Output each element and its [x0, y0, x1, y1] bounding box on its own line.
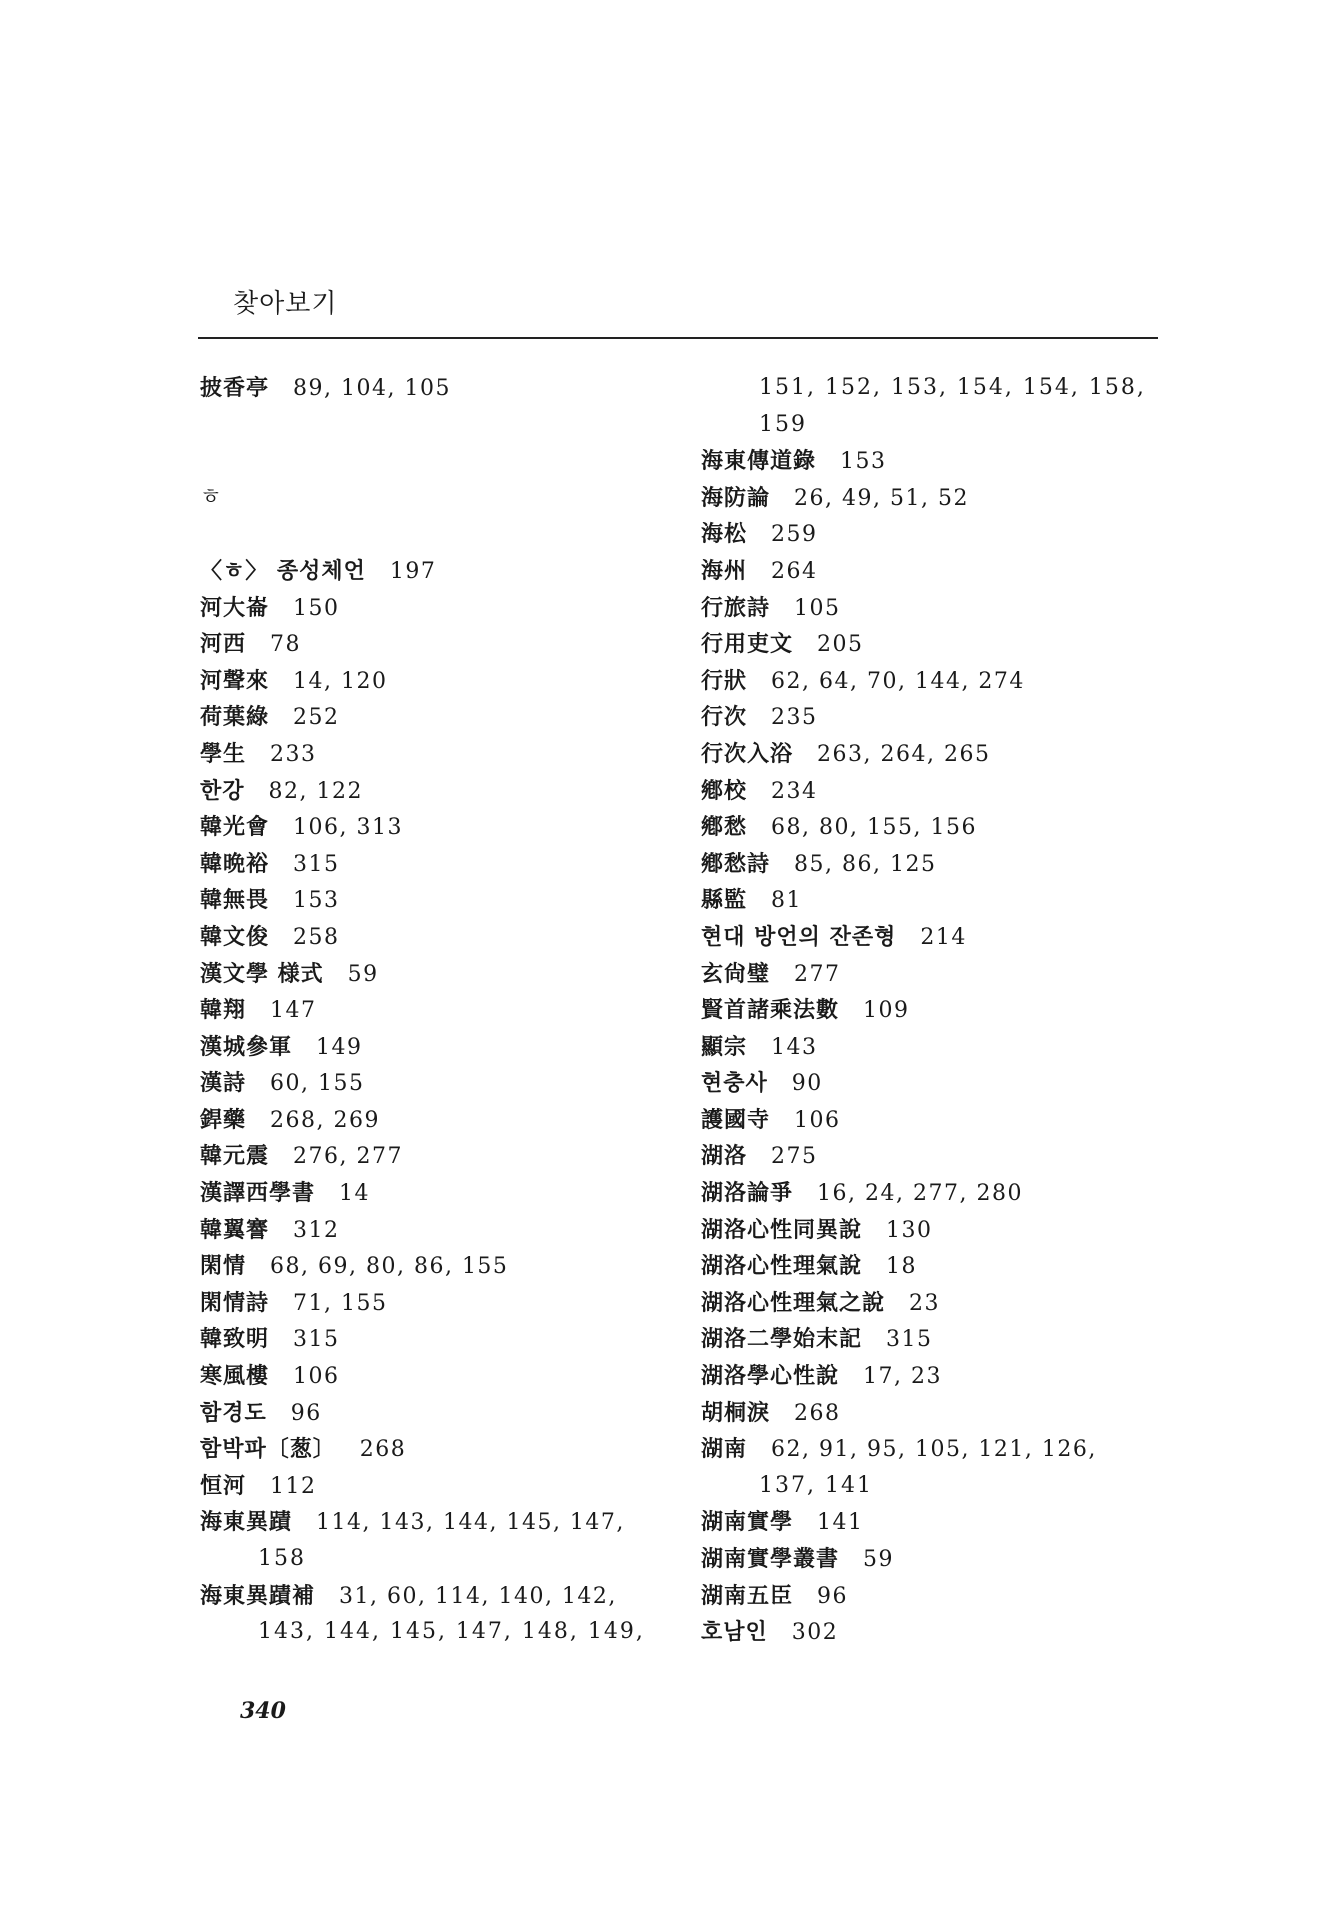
entry-pages: 106, 313 — [293, 815, 403, 841]
entry-term: 호남인 — [701, 1619, 768, 1646]
entry-term: 海東傳道錄 — [701, 448, 817, 475]
entry-pages: 205 — [817, 632, 864, 658]
entry-term: 湖南五臣 — [701, 1582, 794, 1609]
entry-pages: 17, 23 — [863, 1364, 942, 1390]
entry-pages: 149 — [316, 1034, 363, 1060]
entry-term: 한강 — [200, 777, 245, 804]
index-column-left — [200, 370, 660, 1651]
entry-term: 湖洛二學始末記 — [701, 1326, 863, 1353]
entry-term: 行次 — [701, 704, 748, 731]
entry-term: 湖南實學叢書 — [701, 1546, 840, 1572]
entry-pages: 315 — [293, 1327, 340, 1353]
entry-pages: 275 — [771, 1144, 818, 1170]
index-entry — [701, 773, 1161, 810]
entry-pages: 114, 143, 144, 145, 147, — [316, 1510, 625, 1536]
entry-pages: 68, 69, 80, 86, 155 — [270, 1254, 509, 1280]
section-heading: ㅎ — [200, 484, 222, 510]
entry-term: 韓翔 — [200, 997, 247, 1024]
index-entry — [701, 1321, 1161, 1358]
entry-term: 閑情詩 — [200, 1289, 270, 1316]
index-entry — [200, 1175, 660, 1212]
entry-term: 行次入浴 — [701, 740, 794, 767]
spacer — [200, 443, 660, 480]
index-entry — [200, 1212, 660, 1249]
entry-term: 韓致明 — [200, 1326, 270, 1353]
index-entry — [200, 1248, 660, 1285]
entry-pages: 235 — [771, 705, 818, 731]
index-entry — [200, 626, 660, 663]
entry-term: 漢譯西學書 — [200, 1180, 316, 1207]
entry-pages: 252 — [293, 705, 340, 731]
entry-term: 海東異蹟補 — [200, 1582, 316, 1609]
entry-pages: 214 — [920, 924, 967, 950]
entry-pages: 23 — [909, 1290, 941, 1316]
entry-term: 韓元震 — [200, 1143, 270, 1170]
entry-term: 行狀 — [701, 667, 748, 694]
spacer — [200, 407, 660, 444]
index-entry — [200, 699, 660, 736]
index-entry — [200, 992, 660, 1029]
index-entry — [200, 846, 660, 883]
entry-pages: 59 — [863, 1547, 895, 1572]
index-entry — [701, 736, 1161, 773]
entry-pages: 268, 269 — [270, 1107, 380, 1133]
page-number: 340 — [240, 1698, 286, 1724]
entry-term: 胡桐淚 — [701, 1399, 771, 1426]
entry-term: 湖洛論爭 — [701, 1180, 794, 1207]
entry-pages: 105 — [794, 595, 841, 621]
index-entry — [701, 590, 1161, 627]
entry-pages: 150 — [293, 595, 340, 621]
index-entry — [701, 1431, 1161, 1468]
index-entry — [701, 1065, 1161, 1102]
entry-term: 學生 — [200, 740, 247, 767]
entry-term: 湖洛心性同異說 — [701, 1216, 863, 1243]
entry-term: 恒河 — [200, 1472, 247, 1499]
entry-term: 海東異蹟 — [200, 1509, 293, 1536]
index-entry — [200, 1578, 660, 1615]
entry-pages: 258 — [293, 924, 340, 950]
entry-term: 河聲來 — [200, 667, 270, 694]
index-entry — [701, 1102, 1161, 1139]
index-entry — [701, 1248, 1161, 1285]
entry-pages: 112 — [270, 1473, 317, 1499]
index-entry — [200, 1065, 660, 1102]
index-entry — [701, 553, 1161, 590]
index-entry — [701, 809, 1161, 846]
spacer — [200, 516, 660, 553]
entry-pages: 234 — [771, 778, 818, 804]
entry-term: 海州 — [701, 557, 748, 584]
index-entry — [701, 1541, 1161, 1578]
entry-term: 湖洛心性理氣之說 — [701, 1289, 886, 1316]
index-entry — [701, 1138, 1161, 1175]
entry-continuation: 158 — [258, 1546, 306, 1571]
index-entry — [701, 699, 1161, 736]
entry-term: 披香亭 — [200, 375, 270, 401]
index-entry — [200, 1395, 660, 1432]
index-entry — [200, 1285, 660, 1322]
entry-pages: 268 — [794, 1400, 841, 1426]
entry-continuation: 143, 144, 145, 147, 148, 149, — [258, 1619, 645, 1645]
entry-term: 韓文俊 — [200, 923, 270, 950]
entry-term: 鄕校 — [701, 777, 748, 804]
entry-pages: 62, 91, 95, 105, 121, 126, — [771, 1437, 1097, 1463]
entry-pages: 16, 24, 277, 280 — [817, 1181, 1023, 1207]
index-entry — [701, 1212, 1161, 1249]
entry-pages: 233 — [270, 741, 317, 767]
entry-continuation: 151, 152, 153, 154, 154, 158, — [759, 375, 1146, 400]
index-entry — [200, 1102, 660, 1139]
entry-pages: 26, 49, 51, 52 — [794, 485, 969, 511]
entry-term: 漢詩 — [200, 1070, 247, 1097]
entry-pages: 82, 122 — [268, 778, 363, 804]
entry-term: 韓翼謇 — [200, 1216, 270, 1243]
entry-pages: 89, 104, 105 — [293, 376, 451, 401]
entry-pages: 81 — [771, 888, 803, 914]
entry-continuation: 137, 141 — [759, 1472, 873, 1498]
entry-term: 漢城參軍 — [200, 1033, 293, 1060]
entry-term: 行用吏文 — [701, 631, 794, 658]
entry-term: 閑情 — [200, 1253, 247, 1280]
entry-pages: 14 — [339, 1181, 371, 1207]
entry-pages: 62, 64, 70, 144, 274 — [771, 668, 1025, 694]
index-entry — [701, 882, 1161, 919]
header-rule — [198, 337, 1158, 339]
entry-pages: 277 — [794, 961, 841, 987]
entry-term: 海松 — [701, 521, 748, 548]
index-entry — [701, 992, 1161, 1029]
index-entry — [701, 1175, 1161, 1212]
index-entry — [701, 1578, 1161, 1615]
index-entry — [200, 1468, 660, 1505]
entry-term: 縣監 — [701, 887, 748, 914]
entry-pages: 14, 120 — [293, 668, 388, 694]
entry-pages: 315 — [293, 851, 340, 877]
entry-term: 韓無畏 — [200, 887, 270, 914]
entry-pages: 315 — [886, 1327, 933, 1353]
entry-term: 함경도 — [200, 1399, 267, 1426]
index-entry — [701, 1504, 1161, 1541]
entry-pages: 141 — [817, 1510, 864, 1536]
index-column-right — [701, 370, 1161, 1651]
entry-term: 현대 방언의 잔존형 — [701, 923, 897, 950]
entry-term: 寒風樓 — [200, 1363, 270, 1390]
entry-pages: 143 — [771, 1034, 818, 1060]
index-entry — [200, 773, 660, 810]
entry-pages: 59 — [347, 961, 379, 987]
index-entry — [200, 663, 660, 700]
entry-term: 湖南實學 — [701, 1509, 794, 1536]
entry-pages: 71, 155 — [293, 1290, 388, 1316]
entry-pages: 109 — [863, 998, 910, 1024]
entry-term: 河西 — [200, 631, 247, 658]
entry-pages: 153 — [840, 449, 887, 475]
index-entry — [701, 626, 1161, 663]
entry-pages: 147 — [270, 998, 317, 1024]
index-entry — [200, 370, 660, 407]
entry-term: 湖南 — [701, 1436, 748, 1463]
index-entry — [200, 590, 660, 627]
index-entry — [200, 553, 660, 590]
entry-pages: 31, 60, 114, 140, 142, — [339, 1583, 617, 1609]
entry-pages: 106 — [293, 1364, 340, 1390]
entry-term: 行旅詩 — [701, 594, 771, 621]
entry-term: 漢文學 様式 — [200, 960, 324, 987]
index-entry — [701, 480, 1161, 517]
entry-pages: 96 — [290, 1400, 322, 1426]
index-entry — [701, 443, 1161, 480]
index-entry — [701, 919, 1161, 956]
entry-term: 함박파〔葱〕 — [200, 1436, 336, 1463]
index-entry — [200, 1321, 660, 1358]
index-entry — [200, 809, 660, 846]
index-entry — [701, 1358, 1161, 1395]
entry-pages: 259 — [771, 522, 818, 548]
entry-term: 賢首諸乘法數 — [701, 997, 840, 1024]
index-entry — [200, 1358, 660, 1395]
entry-term: 玄尙璧 — [701, 960, 771, 987]
index-entry — [701, 1285, 1161, 1322]
entry-pages: 312 — [293, 1217, 340, 1243]
entry-pages: 268 — [359, 1437, 407, 1463]
index-entry — [200, 1029, 660, 1066]
index-entry — [200, 1138, 660, 1175]
entry-term: 鄕愁詩 — [701, 850, 771, 877]
entry-term: 韓晩裕 — [200, 850, 270, 877]
entry-term: 〈ㅎ〉 종성체언 — [200, 557, 366, 584]
index-entry — [701, 1395, 1161, 1432]
running-header: 찾아보기 — [233, 289, 338, 319]
entry-pages: 276, 277 — [293, 1144, 403, 1170]
entry-pages: 96 — [817, 1583, 849, 1609]
entry-term: 荷葉綠 — [200, 704, 270, 731]
index-entry — [701, 846, 1161, 883]
entry-term: 顯宗 — [701, 1033, 748, 1060]
entry-term: 湖洛學心性說 — [701, 1363, 840, 1390]
entry-term: 湖洛 — [701, 1143, 748, 1170]
entry-pages: 130 — [886, 1217, 933, 1243]
index-entry — [701, 956, 1161, 993]
index-entry — [701, 1029, 1161, 1066]
index-entry — [200, 736, 660, 773]
entry-term: 銲藥 — [200, 1106, 247, 1133]
index-entry — [200, 956, 660, 993]
entry-term: 河大崙 — [200, 594, 270, 621]
index-entry — [200, 882, 660, 919]
entry-pages: 197 — [389, 558, 437, 584]
index-entry — [701, 663, 1161, 700]
entry-term: 湖洛心性理氣說 — [701, 1253, 863, 1280]
entry-pages: 106 — [794, 1107, 841, 1133]
index-entry — [200, 1431, 660, 1468]
entry-pages: 264 — [771, 558, 818, 584]
entry-pages: 302 — [791, 1620, 839, 1646]
entry-pages: 90 — [791, 1071, 823, 1097]
entry-pages: 68, 80, 155, 156 — [771, 815, 977, 841]
entry-term: 護國寺 — [701, 1106, 771, 1133]
entry-term: 海防論 — [701, 484, 771, 511]
index-entry — [701, 1614, 1161, 1651]
index-entry — [200, 919, 660, 956]
entry-pages: 85, 86, 125 — [794, 851, 937, 877]
entry-term: 韓光會 — [200, 814, 270, 841]
entry-term: 鄕愁 — [701, 814, 748, 841]
entry-pages: 60, 155 — [270, 1071, 365, 1097]
entry-term: 현충사 — [701, 1070, 768, 1097]
index-entry — [200, 1504, 660, 1541]
entry-pages: 263, 264, 265 — [817, 741, 991, 767]
index-entry — [701, 516, 1161, 553]
entry-continuation: 159 — [759, 411, 807, 437]
entry-pages: 153 — [293, 888, 340, 914]
entry-pages: 78 — [270, 632, 302, 658]
entry-pages: 18 — [886, 1254, 918, 1280]
